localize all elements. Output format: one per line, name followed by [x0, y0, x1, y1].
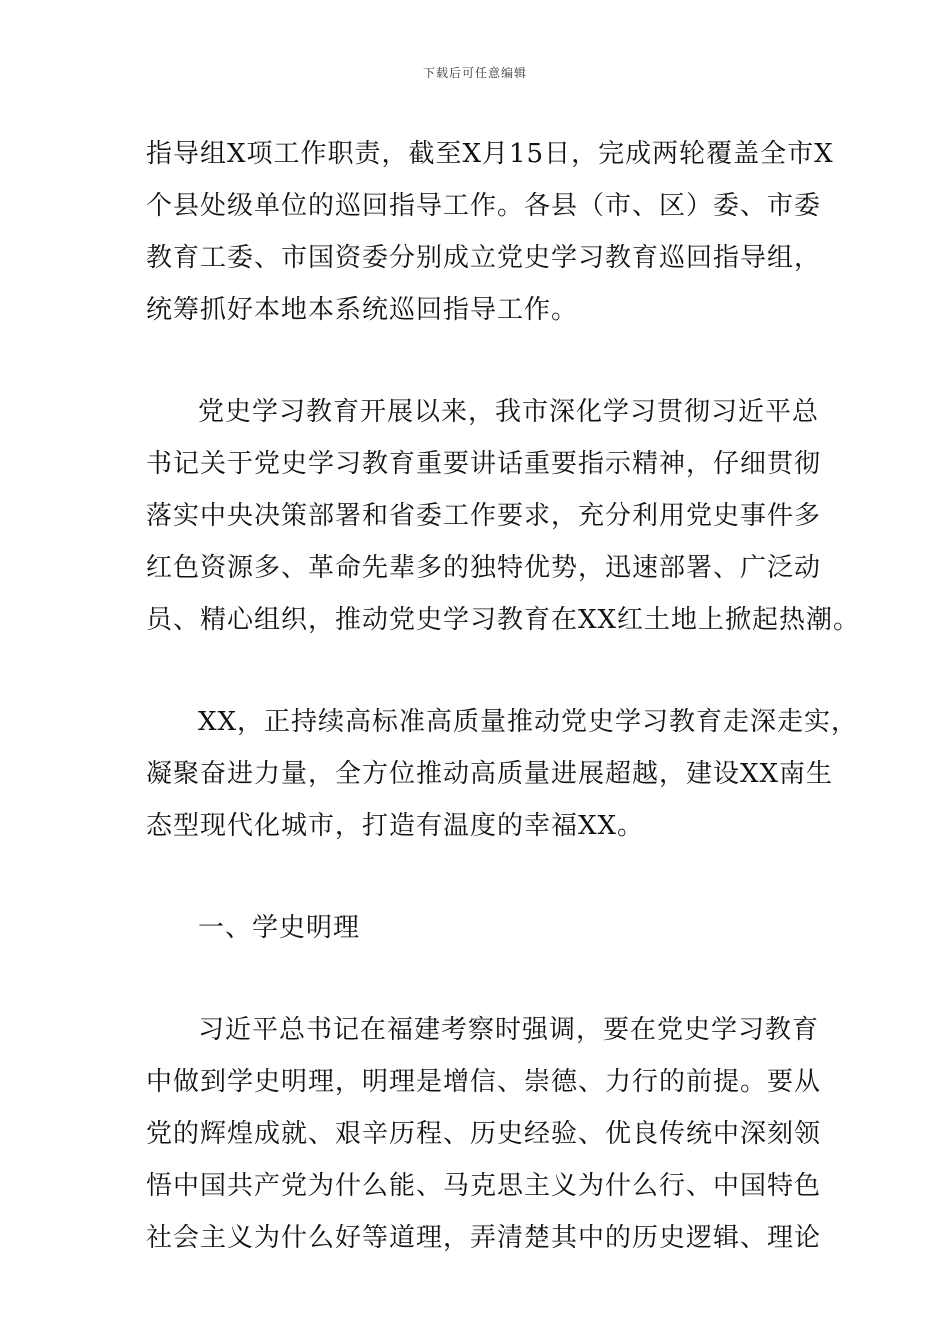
text-line: 中做到学史明理，明理是增信、崇德、力行的前提。要从 [146, 1067, 822, 1097]
paragraph-3 [146, 696, 859, 852]
text-line: 态型现代化城市，打造有温度的幸福XX。 [146, 811, 645, 841]
document-body [146, 128, 861, 1264]
text-line: 党的辉煌成就、艰辛历程、历史经验、优良传统中深刻领 [146, 1119, 822, 1149]
page-header-note: 下载后可任意编辑 [422, 66, 527, 80]
text-line: 社会主义为什么好等道理，弄清楚其中的历史逻辑、理论 [146, 1223, 822, 1253]
paragraph-gap [146, 954, 826, 1004]
text-line: XX，正持续高标准高质量推动党史学习教育走深走实， [198, 707, 859, 737]
paragraph-gap [146, 646, 826, 696]
text-line: 统筹抓好本地本系统巡回指导工作。 [146, 295, 579, 325]
text-line: 员、精心组织，推动党史学习教育在XX红土地上掀起热潮。 [146, 605, 861, 635]
paragraph-1 [146, 128, 834, 336]
section-heading [146, 902, 826, 954]
text-line: 悟中国共产党为什么能、马克思主义为什么行、中国特色 [146, 1171, 822, 1201]
heading-text: 一、学史明理 [198, 913, 361, 943]
paragraph-2 [146, 386, 861, 646]
paragraph-gap [146, 336, 826, 386]
text-line: 教育工委、市国资委分别成立党史学习教育巡回指导组， [146, 243, 822, 273]
paragraph-5 [146, 1004, 826, 1264]
text-line: 党史学习教育开展以来，我市深化学习贯彻习近平总 [198, 397, 820, 427]
text-line: 红色资源多、革命先辈多的独特优势，迅速部署、广泛动 [146, 553, 822, 583]
text-line: 习近平总书记在福建考察时强调，要在党史学习教育 [198, 1015, 820, 1045]
text-line: 书记关于党史学习教育重要讲话重要指示精神，仔细贯彻 [146, 449, 822, 479]
text-line: 凝聚奋进力量，全方位推动高质量进展超越，建设XX南生 [146, 759, 834, 789]
text-line: 落实中央决策部署和省委工作要求，充分利用党史事件多 [146, 501, 822, 531]
text-line: 指导组X项工作职责，截至X月15日，完成两轮覆盖全市X [146, 139, 834, 169]
paragraph-gap [146, 852, 826, 902]
text-line: 个县处级单位的巡回指导工作。各县（市、区）委、市委 [146, 191, 822, 221]
